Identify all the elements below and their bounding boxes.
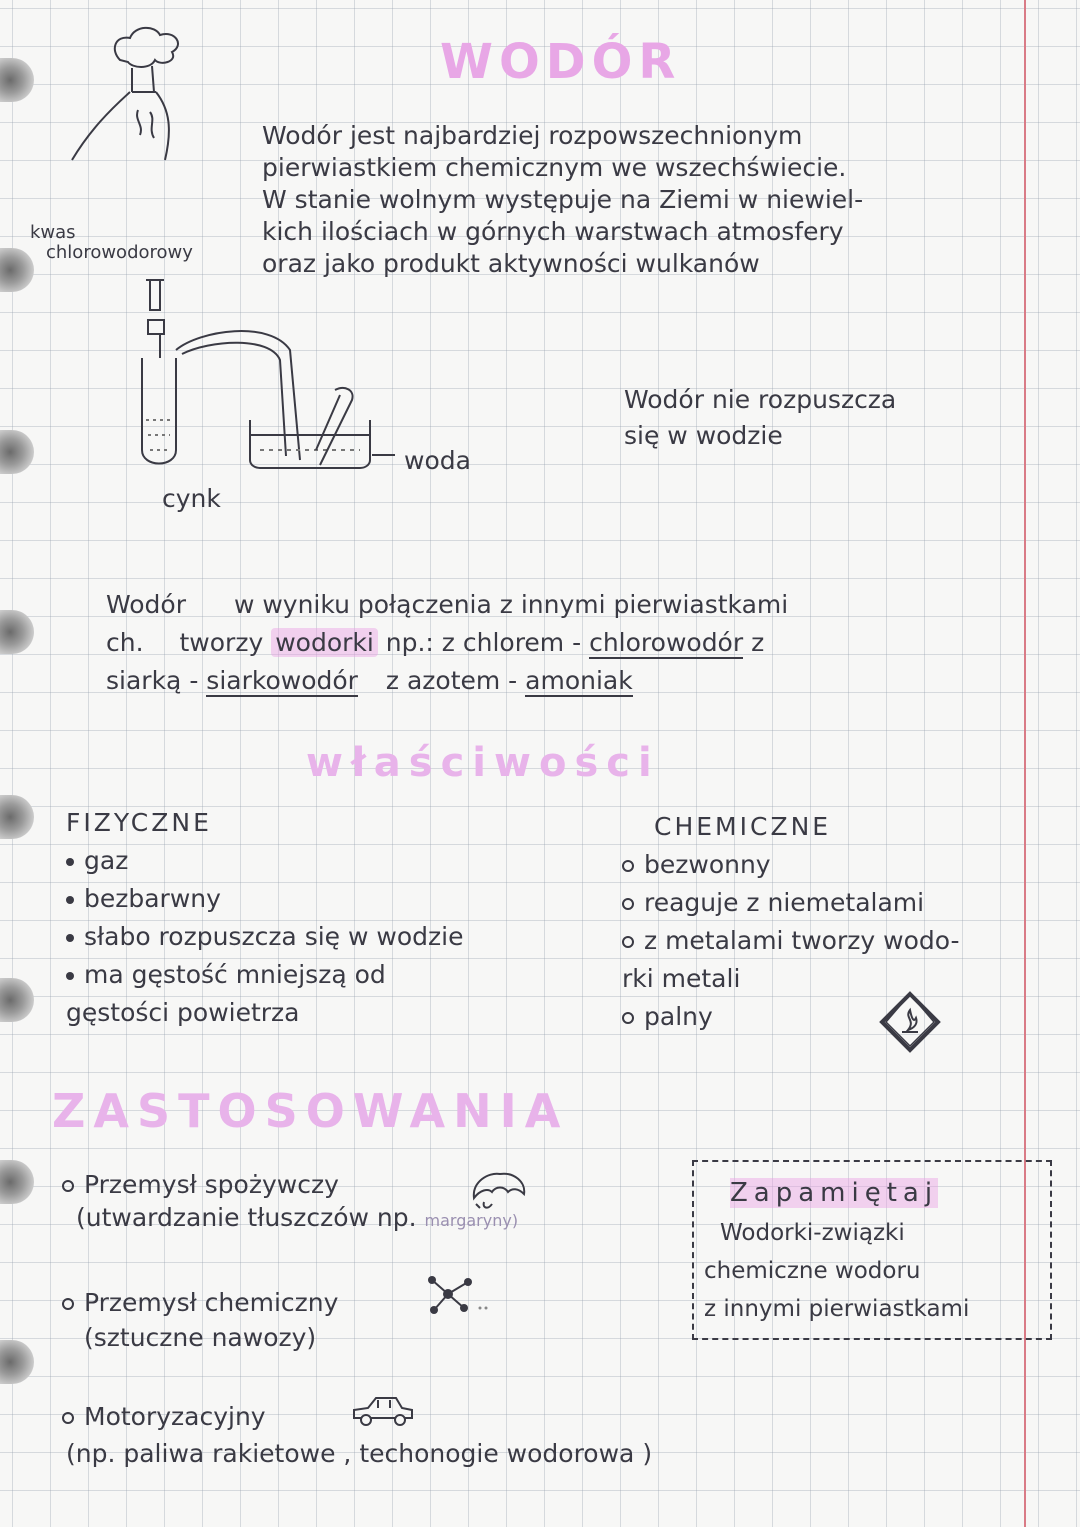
bullet <box>66 858 74 866</box>
underlined-term: siarkowodór <box>206 666 358 695</box>
molecule-icon <box>422 1272 492 1318</box>
bullet <box>66 972 74 980</box>
binder-hole <box>0 58 34 102</box>
solubility-line: Wodór nie rozpuszcza <box>624 385 897 414</box>
compounds-line <box>106 624 788 662</box>
bullet <box>62 1412 74 1424</box>
binder-hole <box>0 248 34 292</box>
text: z metalami tworzy wodo- <box>644 926 960 955</box>
physical-item <box>66 880 463 918</box>
physical-item <box>66 918 463 956</box>
remember-line: chemiczne wodoru <box>704 1258 921 1284</box>
text: z azotem - <box>385 666 518 695</box>
binder-hole <box>0 978 34 1022</box>
intro-line: pierwiastkiem chemicznym we wszechświecie. <box>262 153 847 182</box>
highlighted-term: wodorki <box>271 628 378 657</box>
binder-hole <box>0 610 34 654</box>
physical-item <box>66 956 463 994</box>
binder-hole <box>0 795 34 839</box>
chemical-item <box>622 846 960 884</box>
croissant-icon <box>468 1168 530 1212</box>
text: z <box>751 628 765 657</box>
text: reaguje z niemetalami <box>644 888 925 917</box>
underlined-term: chlorowodór <box>589 628 744 657</box>
text: słabo rozpuszcza się w wodzie <box>84 922 464 951</box>
text: w wyniku połączenia z innymi pierwiastkami <box>233 590 789 619</box>
bullet <box>622 1012 634 1024</box>
uses-heading: ZASTOSOWANIA <box>52 1084 569 1138</box>
chemical-item <box>622 922 960 960</box>
intro-line: Wodór jest najbardziej rozpowszechnionym <box>262 121 803 150</box>
use-title: Motoryzacyjny <box>84 1402 266 1431</box>
intro-paragraph <box>262 120 863 280</box>
hydrogen-apparatus-drawing <box>120 270 400 500</box>
binder-hole <box>0 1160 34 1204</box>
label-acid-name: chlorowodorowy <box>46 242 193 263</box>
text: np.: z chlorem - <box>385 628 582 657</box>
label-zinc: cynk <box>162 484 221 513</box>
remember-title-text: Zapamiętaj <box>730 1178 939 1208</box>
compounds-line <box>106 586 788 624</box>
text: bezbarwny <box>84 884 221 913</box>
compounds-paragraph <box>106 586 788 700</box>
text: tworzy <box>179 628 264 657</box>
text: palny <box>644 1002 713 1031</box>
bullet <box>62 1298 74 1310</box>
text: gaz <box>84 846 129 875</box>
use-title: Przemysł chemiczny <box>84 1288 339 1317</box>
physical-continuation: gęstości powietrza <box>66 998 300 1027</box>
binder-hole <box>0 1340 34 1384</box>
text: Wodór <box>106 590 186 619</box>
use-detail: (utwardzanie tłuszczów np. <box>76 1203 417 1232</box>
use-detail: (np. paliwa rakietowe , techonogie wodorowa ) <box>66 1439 653 1468</box>
compounds-line <box>106 662 788 700</box>
physical-item <box>66 842 463 880</box>
intro-line: kich ilościach w górnych warstwach atmosfery <box>262 217 844 246</box>
remember-title <box>730 1178 938 1208</box>
chemical-item <box>622 884 960 922</box>
intro-line: oraz jako produkt aktywności wulkanów <box>262 249 760 278</box>
solubility-line: się w wodzie <box>624 421 783 450</box>
bullet <box>622 936 634 948</box>
intro-line: W stanie wolnym występuje na Ziemi w niewiel- <box>262 185 864 214</box>
use-item <box>62 1288 338 1352</box>
text: siarką - <box>106 666 199 695</box>
text: ch. <box>106 628 144 657</box>
use-detail-small: margaryny) <box>424 1211 519 1230</box>
binder-hole <box>0 430 34 474</box>
flame-hazard-icon <box>878 990 942 1054</box>
solubility-note <box>624 382 896 454</box>
bullet <box>622 860 634 872</box>
use-item <box>62 1170 518 1232</box>
car-icon <box>350 1394 416 1430</box>
remember-line: z innymi pierwiastkami <box>704 1296 970 1322</box>
remember-line: Wodorki-związki <box>720 1220 905 1246</box>
bullet <box>66 934 74 942</box>
bullet <box>66 896 74 904</box>
chemical-continuation: rki metali <box>622 964 741 993</box>
use-title: Przemysł spożywczy <box>84 1170 339 1199</box>
chemical-heading: CHEMICZNE <box>654 812 832 841</box>
volcano-icon <box>60 20 200 170</box>
text: ma gęstość mniejszą od <box>84 960 386 989</box>
remember-text <box>704 1214 969 1328</box>
label-water: woda <box>404 446 471 475</box>
text: bezwonny <box>644 850 771 879</box>
physical-properties <box>66 804 463 1032</box>
bullet <box>62 1180 74 1192</box>
page-title: WODÓR <box>440 34 682 90</box>
label-acid: kwas <box>30 222 76 243</box>
properties-heading: właściwości <box>306 740 660 786</box>
use-detail: (sztuczne nawozy) <box>84 1323 317 1352</box>
underlined-term: amoniak <box>525 666 633 695</box>
bullet <box>622 898 634 910</box>
physical-heading: FIZYCZNE <box>66 808 212 837</box>
